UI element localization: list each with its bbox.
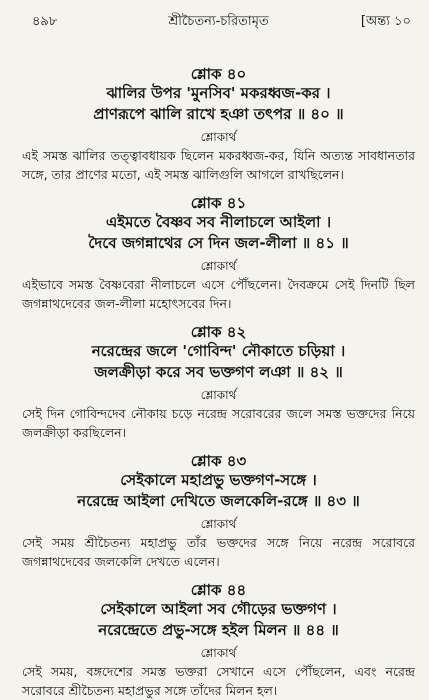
- translation-heading: শ্লোকার্থ: [200, 259, 237, 273]
- translation-text: এই সমস্ত ঝালির তত্ত্বাবধায়ক ছিলেন মকরধ্বজ-কর, যিনি অত্যন্ত সাবধানতার সঙ্গে, তার প্রাণের মতো, এই সমস্ত ঝালিগুলি আগলে রাখছিলেন।: [22, 148, 415, 182]
- verse-line: প্রাণরূপে ঝালি রাখে হঞা তৎপর ॥ ৪০ ॥: [93, 105, 344, 123]
- verse-line: সেইকালে আইলা সব গৌড়ের ভক্তগণ ।: [100, 600, 337, 618]
- verse-line: ঝালির উপর 'মুনসিব' মকরধ্বজ-কর ।: [106, 84, 331, 102]
- verse-line: দৈবে জগন্নাথের সে দিন জল-লীলা ॥ ৪১ ॥: [88, 234, 349, 252]
- running-title: শ্রীচৈতন্য-চরিতামৃত: [168, 14, 269, 29]
- verse-block-40: [22, 65, 415, 184]
- verse-heading: শ্লোক ৪৩: [190, 452, 247, 470]
- verse-line: নরেন্দ্রের জলে 'গোবিন্দ' নৌকাতে চড়িয়া ।: [91, 342, 346, 360]
- verse-block-42: [22, 323, 415, 442]
- verse-block-41: [22, 194, 415, 313]
- translation-heading: শ্লোকার্থ: [200, 130, 237, 144]
- translation-text: সেই সময় শ্রীচৈতন্য মহাপ্রভু তাঁর ভক্তদের সঙ্গে নিয়ে নরেন্দ্র সরোবরে জগন্নাথদেবের জলকেলি দেখতে এলেন।: [22, 535, 415, 569]
- verse-heading: শ্লোক ৪২: [190, 323, 247, 341]
- verse-heading: শ্লোক ৪১: [190, 194, 247, 212]
- verse-line: জলক্রীড়া করে সব ভক্তগণ লঞা ॥ ৪২ ॥: [94, 363, 343, 381]
- page-header: [22, 0, 415, 40]
- translation-heading: শ্লোকার্থ: [200, 646, 237, 660]
- verse-heading: শ্লোক ৪৪: [190, 581, 247, 599]
- page-number: ৪৯৮: [32, 14, 58, 29]
- translation-text: এইভাবে সমস্ত বৈষ্ণবেরা নীলাচলে এসে পৌঁছলেন। দৈবক্রমে সেই দিনটি ছিল জগন্নাথদেবের জল-লীলা মহোৎসবের দিন।: [22, 277, 415, 311]
- verse-block-43: [22, 452, 415, 571]
- verse-line: এইমতে বৈষ্ণব সব নীলাচলে আইলা ।: [105, 213, 332, 231]
- translation-text: সেই সময়, বঙ্গদেশের সমস্ত ভক্তরা সেখানে এসে পৌঁছলেন, এবং নরেন্দ্র সরোবরে শ্রীচৈতন্য মহাপ্রভুর সঙ্গে তাঁদের মিলন হল।: [22, 664, 415, 698]
- verse-line: সেইকালে মহাপ্রভু ভক্তগণ-সঙ্গে ।: [120, 471, 317, 489]
- verse-line: নরেন্দ্রেতে প্রভু-সঙ্গে হইল মিলন ॥ ৪৪ ॥: [98, 621, 339, 639]
- verse-block-44: [22, 581, 415, 700]
- verse-line: নরেন্দ্রে আইলা দেখিতে জলকেলি-রঙ্গে ॥ ৪৩ ॥: [77, 492, 360, 510]
- translation-heading: শ্লোকার্থ: [200, 388, 237, 402]
- translation-heading: শ্লোকার্থ: [200, 517, 237, 531]
- translation-text: সেই দিন গোবিন্দদেব নৌকায় চড়ে নরেন্দ্র সরোবরের জলে সমস্ত ভক্তদের নিয়ে জলক্রীড়া করছিলেন।: [22, 406, 415, 440]
- section-marker: [অন্ত্য ১০: [360, 14, 411, 29]
- verse-heading: শ্লোক ৪০: [190, 65, 247, 83]
